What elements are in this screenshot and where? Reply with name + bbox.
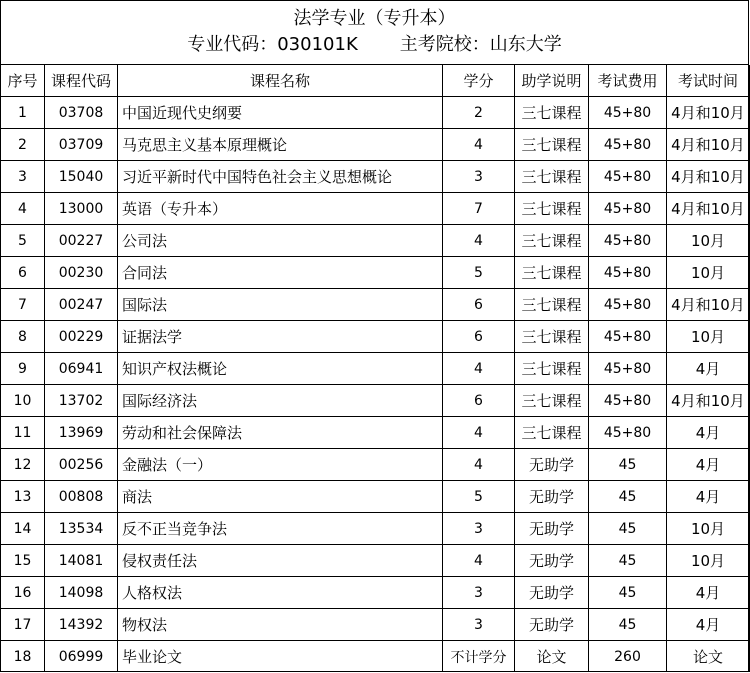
course-name: 知识产权法概论	[118, 353, 443, 385]
exam-fee: 45+80	[589, 289, 667, 321]
course-code: 00227	[45, 225, 118, 257]
page-title: 法学专业（专升本）	[293, 8, 456, 29]
course-code: 15040	[45, 161, 118, 193]
table-row	[1, 545, 750, 577]
course-credit: 4	[443, 225, 515, 257]
row-number: 1	[1, 97, 45, 129]
table-row	[1, 641, 750, 673]
course-credit: 4	[443, 545, 515, 577]
course-code: 06941	[45, 353, 118, 385]
tutoring-note: 无助学	[515, 609, 589, 641]
course-credit: 4	[443, 353, 515, 385]
exam-fee: 45+80	[589, 129, 667, 161]
course-credit: 3	[443, 161, 515, 193]
row-number: 13	[1, 481, 45, 513]
course-credit: 3	[443, 609, 515, 641]
table-row	[1, 353, 750, 385]
course-code: 13702	[45, 385, 118, 417]
header-credit: 学分	[443, 65, 515, 97]
school-label: 主考院校：山东大学	[399, 34, 562, 55]
course-code: 03708	[45, 97, 118, 129]
exam-fee: 45	[589, 577, 667, 609]
exam-time: 10月	[667, 545, 750, 577]
table-row	[1, 577, 750, 609]
exam-fee: 45	[589, 609, 667, 641]
row-number: 16	[1, 577, 45, 609]
tutoring-note: 三七课程	[515, 161, 589, 193]
row-number: 5	[1, 225, 45, 257]
exam-time: 4月	[667, 353, 750, 385]
course-name: 国际经济法	[118, 385, 443, 417]
page-subtitle	[1, 30, 748, 57]
tutoring-note: 三七课程	[515, 193, 589, 225]
row-number: 7	[1, 289, 45, 321]
tutoring-note: 三七课程	[515, 129, 589, 161]
table-row	[1, 97, 750, 129]
table-row	[1, 129, 750, 161]
course-code: 14081	[45, 545, 118, 577]
course-code: 00229	[45, 321, 118, 353]
tutoring-note: 三七课程	[515, 257, 589, 289]
exam-time: 4月和10月	[667, 97, 750, 129]
header-code: 课程代码	[45, 65, 118, 97]
tutoring-note: 无助学	[515, 481, 589, 513]
header-exam: 考试时间	[667, 65, 750, 97]
row-number: 8	[1, 321, 45, 353]
course-credit: 5	[443, 257, 515, 289]
exam-time: 4月	[667, 577, 750, 609]
tutoring-note: 论文	[515, 641, 589, 673]
course-code: 14098	[45, 577, 118, 609]
tutoring-note: 无助学	[515, 449, 589, 481]
row-number: 14	[1, 513, 45, 545]
exam-fee: 45+80	[589, 321, 667, 353]
exam-time: 4月和10月	[667, 193, 750, 225]
tutoring-note: 无助学	[515, 513, 589, 545]
tutoring-note: 三七课程	[515, 417, 589, 449]
exam-time: 4月和10月	[667, 289, 750, 321]
table-row	[1, 161, 750, 193]
tutoring-note: 三七课程	[515, 97, 589, 129]
table-row	[1, 257, 750, 289]
table-row	[1, 449, 750, 481]
row-number: 15	[1, 545, 45, 577]
course-code: 00247	[45, 289, 118, 321]
course-name: 证据法学	[118, 321, 443, 353]
course-credit: 4	[443, 129, 515, 161]
header-name: 课程名称	[118, 65, 443, 97]
row-number: 4	[1, 193, 45, 225]
course-name: 人格权法	[118, 577, 443, 609]
table-row	[1, 225, 750, 257]
course-code: 00256	[45, 449, 118, 481]
row-number: 18	[1, 641, 45, 673]
course-name: 毕业论文	[118, 641, 443, 673]
course-name: 公司法	[118, 225, 443, 257]
table-row	[1, 289, 750, 321]
header-fee: 考试费用	[589, 65, 667, 97]
exam-fee: 45	[589, 449, 667, 481]
exam-fee: 45+80	[589, 225, 667, 257]
exam-time: 4月	[667, 481, 750, 513]
exam-time: 4月和10月	[667, 161, 750, 193]
tutoring-note: 三七课程	[515, 321, 589, 353]
exam-fee: 45	[589, 513, 667, 545]
exam-fee: 45+80	[589, 385, 667, 417]
exam-fee: 45	[589, 481, 667, 513]
tutoring-note: 三七课程	[515, 225, 589, 257]
exam-fee: 45	[589, 545, 667, 577]
course-code: 00230	[45, 257, 118, 289]
major-code-label: 专业代码：030101K	[187, 34, 358, 55]
exam-fee: 45+80	[589, 193, 667, 225]
exam-time: 4月	[667, 609, 750, 641]
row-number: 10	[1, 385, 45, 417]
table-row	[1, 513, 750, 545]
row-number: 9	[1, 353, 45, 385]
exam-fee: 45+80	[589, 353, 667, 385]
exam-time: 10月	[667, 257, 750, 289]
course-name: 反不正当竞争法	[118, 513, 443, 545]
course-credit: 4	[443, 449, 515, 481]
exam-fee: 45+80	[589, 97, 667, 129]
exam-time: 4月和10月	[667, 129, 750, 161]
course-name: 合同法	[118, 257, 443, 289]
course-credit: 3	[443, 513, 515, 545]
course-code: 03709	[45, 129, 118, 161]
course-code: 06999	[45, 641, 118, 673]
exam-fee: 45+80	[589, 161, 667, 193]
title-block	[1, 1, 748, 65]
course-table-body	[1, 97, 750, 673]
exam-time: 10月	[667, 513, 750, 545]
exam-time: 10月	[667, 321, 750, 353]
course-credit: 6	[443, 289, 515, 321]
course-name: 金融法（一）	[118, 449, 443, 481]
course-name: 英语（专升本）	[118, 193, 443, 225]
exam-time: 4月	[667, 449, 750, 481]
header-no: 序号	[1, 65, 45, 97]
exam-fee: 45+80	[589, 417, 667, 449]
course-credit: 6	[443, 321, 515, 353]
course-credit: 5	[443, 481, 515, 513]
course-name: 习近平新时代中国特色社会主义思想概论	[118, 161, 443, 193]
course-credit: 2	[443, 97, 515, 129]
row-number: 12	[1, 449, 45, 481]
exam-time: 4月和10月	[667, 385, 750, 417]
tutoring-note: 三七课程	[515, 385, 589, 417]
table-row	[1, 417, 750, 449]
course-credit: 3	[443, 577, 515, 609]
course-credit: 6	[443, 385, 515, 417]
course-table	[0, 65, 750, 672]
table-row	[1, 321, 750, 353]
course-name: 国际法	[118, 289, 443, 321]
tutoring-note: 无助学	[515, 577, 589, 609]
exam-time: 论文	[667, 641, 750, 673]
tutoring-note: 三七课程	[515, 353, 589, 385]
row-number: 2	[1, 129, 45, 161]
course-name: 侵权责任法	[118, 545, 443, 577]
course-credit: 不计学分	[443, 641, 515, 673]
row-number: 6	[1, 257, 45, 289]
course-code: 13000	[45, 193, 118, 225]
table-row	[1, 385, 750, 417]
row-number: 17	[1, 609, 45, 641]
course-credit: 7	[443, 193, 515, 225]
course-code: 00808	[45, 481, 118, 513]
exam-time: 10月	[667, 225, 750, 257]
course-code: 14392	[45, 609, 118, 641]
header-note: 助学说明	[515, 65, 589, 97]
course-name: 中国近现代史纲要	[118, 97, 443, 129]
course-credit: 4	[443, 417, 515, 449]
course-code: 13534	[45, 513, 118, 545]
course-name: 劳动和社会保障法	[118, 417, 443, 449]
exam-time: 4月	[667, 417, 750, 449]
course-name: 商法	[118, 481, 443, 513]
exam-fee: 45+80	[589, 257, 667, 289]
header-row	[1, 65, 750, 97]
row-number: 3	[1, 161, 45, 193]
row-number: 11	[1, 417, 45, 449]
course-name: 物权法	[118, 609, 443, 641]
tutoring-note: 三七课程	[515, 289, 589, 321]
tutoring-note: 无助学	[515, 545, 589, 577]
table-row	[1, 481, 750, 513]
table-row	[1, 609, 750, 641]
course-name: 马克思主义基本原理概论	[118, 129, 443, 161]
table-row	[1, 193, 750, 225]
course-code: 13969	[45, 417, 118, 449]
exam-fee: 260	[589, 641, 667, 673]
